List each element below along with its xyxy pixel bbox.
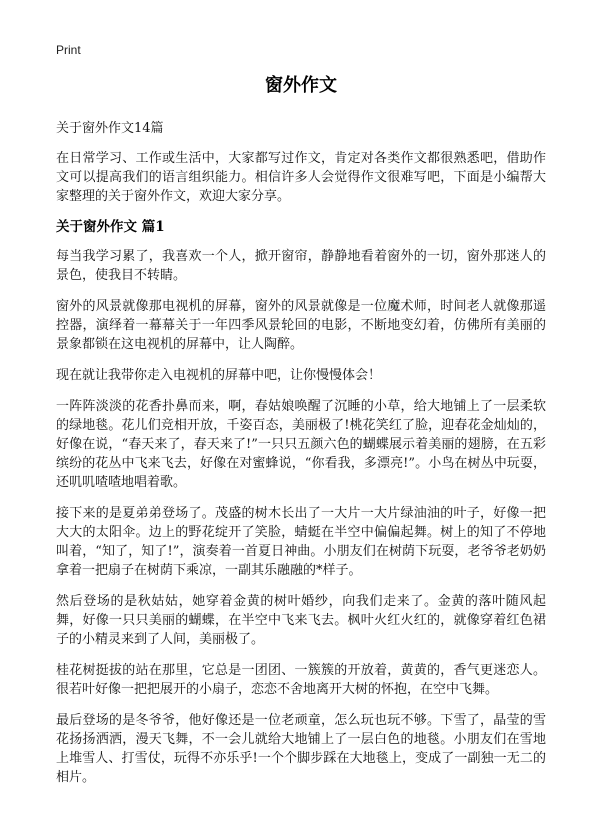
print-link[interactable]: Print [56,43,81,57]
paragraph-2: 窗外的风景就像那电视机的屏幕，窗外的风景就像是一位魔术师，时间老人就像那遥控器，演绎着一幕幕关于一年四季风景轮回的电影，不断地变幻着，仿佛所有美丽的景象都锁在这电视机的屏幕中，让人陶醉。 [56,299,546,352]
paragraph-1: 每当我学习累了，我喜欢一个人，掀开窗帘，静静地看着窗外的一切，窗外那迷人的景色，使我目不转睛。 [56,249,546,283]
page-title: 窗外作文 [265,75,337,96]
paragraph-3: 现在就让我带你走入电视机的屏幕中吧，让你慢慢体会！ [56,368,382,383]
document-subtitle: 关于窗外作文14篇 [56,121,164,136]
paragraph-8: 最后登场的是冬爷爷，他好像还是一位老顽童，怎么玩也玩不够。下雪了，晶莹的雪花扬扬洒洒，漫天飞舞，不一会儿就给大地铺上了一层白色的地毯。小朋友们在雪地上堆雪人、打雪仗，玩得不亦乐乎!一个个脚步踩在大地毯上，变成了一副独一无二的相片。 [56,713,546,785]
paragraph-6: 然后登场的是秋姑姑，她穿着金黄的树叶婚纱，向我们走来了。金黄的落叶随风起舞，好像一只只美丽的蝴蝶，在半空中飞来飞去。枫叶火红火红的，就像穿着红色裙子的小精灵来到了人间，美丽极了。 [56,594,546,647]
paragraph-4: 一阵阵淡淡的花香扑鼻而来，啊，春姑娘唤醒了沉睡的小草，给大地铺上了一层柔软的绿地毯。花儿们竞相开放，千姿百态，美丽极了!桃花笑红了脸，迎春花金灿灿的，好像在说，“春天来了，春天来了!”一只只五颜六色的蝴蝶展示着美丽的翅膀，在五彩缤纷的花丛中飞来飞去，好像在对蜜蜂说，“你看我，多漂亮!”。小鸟在树丛中玩耍，还叽叽喳喳地唱着歌。 [56,399,546,490]
section-heading: 关于窗外作文 篇1 [56,219,165,235]
paragraph-7: 桂花树挺拔的站在那里，它总是一团团、一簇簇的开放着，黄黄的，香气更迷恋人。很若叶好像一把把展开的小扇子，恋恋不舍地离开大树的怀抱，在空中飞舞。 [56,663,546,697]
paragraph-5: 接下来的是夏弟弟登场了。茂盛的树木长出了一大片一大片绿油油的叶子，好像一把大大的太阳伞。边上的野花绽开了笑脸，蜻蜓在半空中偏偏起舞。树上的知了不停地叫着，“知了，知了!”，演奏着一首夏日神曲。小朋友们在树荫下玩耍，老爷爷老奶奶拿着一把扇子在树荫下乘凉，一副其乐融融的*样子。 [56,506,546,578]
intro-paragraph: 在日常学习、工作或生活中，大家都写过作文，肯定对各类作文都很熟悉吧，借助作文可以提高我们的语言组织能力。相信许多人会觉得作文很难写吧，下面是小编帮大家整理的关于窗外作文，欢迎大家分享。 [56,151,546,204]
